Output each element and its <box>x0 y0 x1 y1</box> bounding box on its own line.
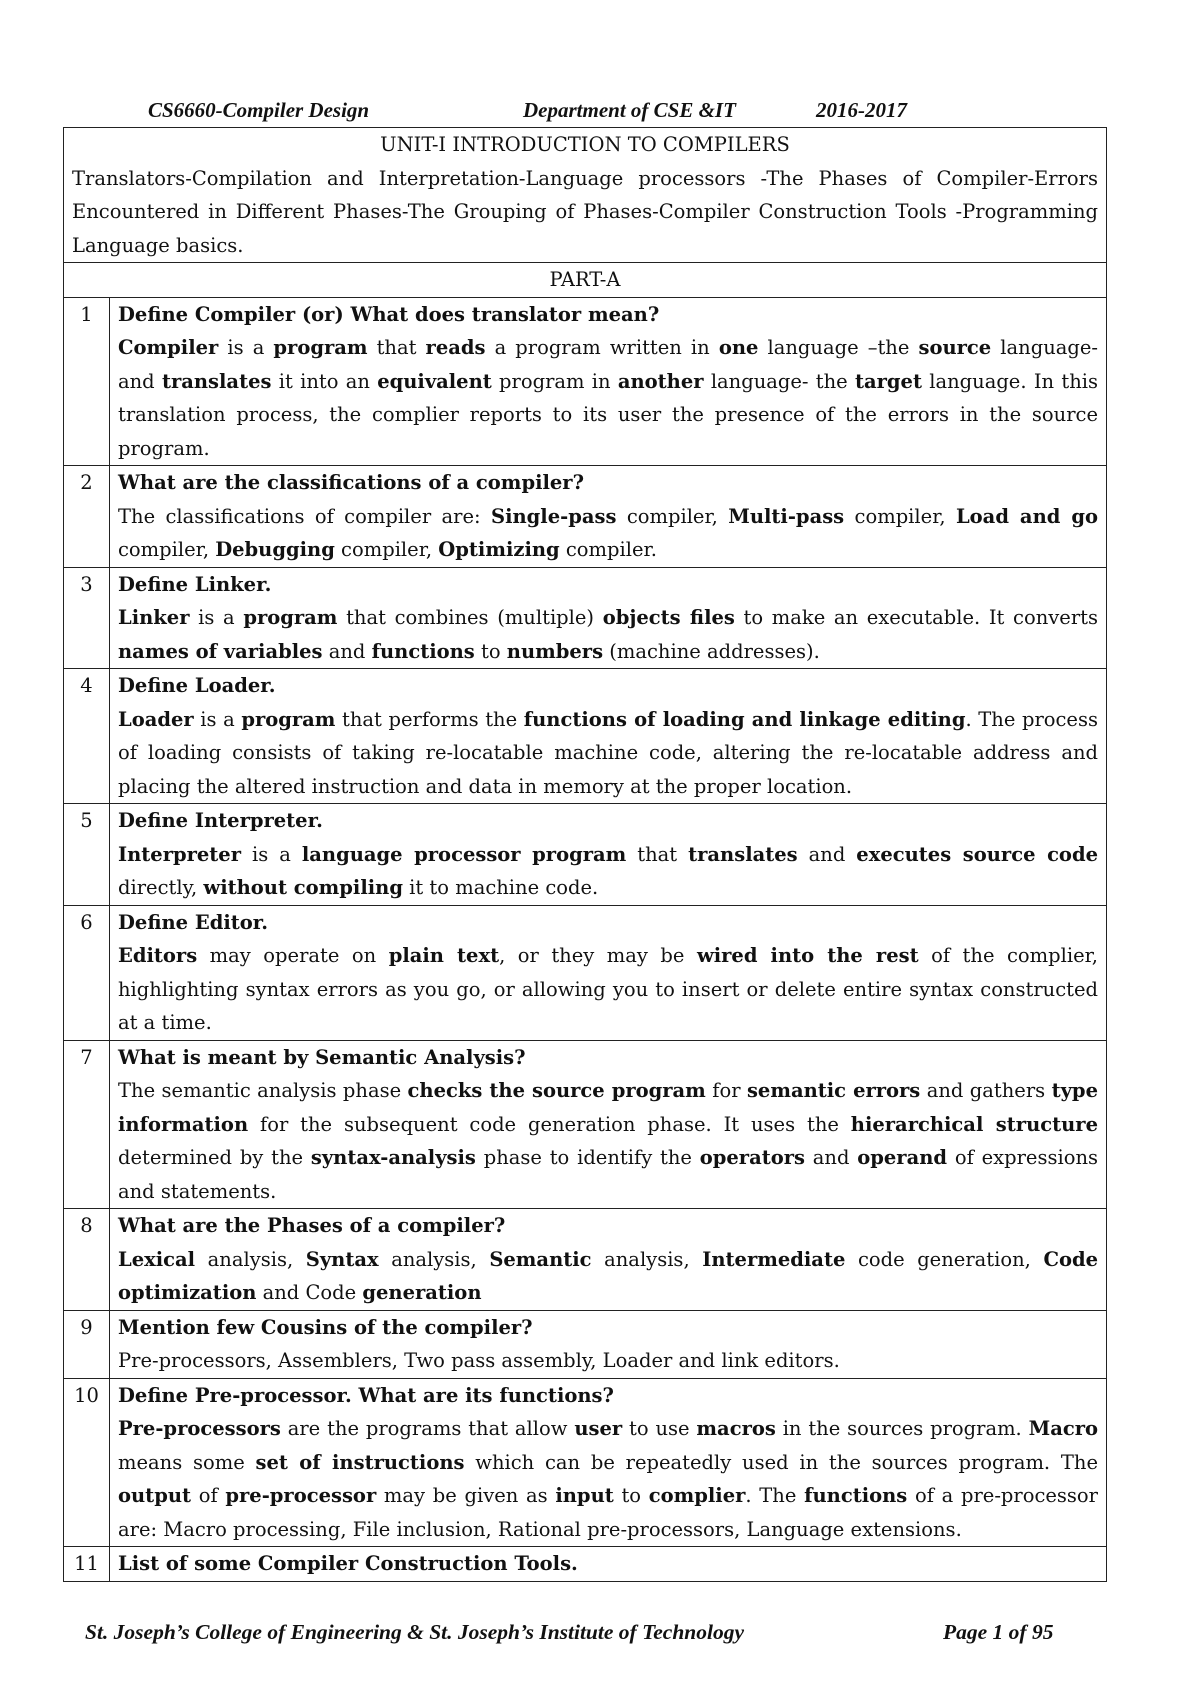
question-text: Define Compiler (or) What does translator mean? <box>118 302 660 326</box>
answer-keyword: functions <box>371 639 475 663</box>
question-number: 4 <box>64 669 110 804</box>
answer-keyword: functions of loading and linkage editing <box>523 707 966 731</box>
answer-keyword: Pre-processors <box>118 1417 281 1440</box>
answer-text: The semantic analysis phase checks the source program for semantic errors and gathers type information for the subsequent code generation phase. It uses the hierarchical structure determined by the syntax-analysis phase to identify the operators and operand of expressions and statements. <box>118 1079 1099 1203</box>
question-row <box>64 1040 1107 1209</box>
answer-keyword: output <box>118 1484 192 1507</box>
answer-keyword: language processor program <box>301 842 627 866</box>
answer-keyword: program <box>273 336 368 359</box>
answer-keyword: wired into the rest <box>696 944 919 967</box>
answer-text: Pre-processors are the programs that allow user to use macros in the sources program. Macro means some set of instructions which can be repeatedly used in the sources program. The output of pre-processor may be given as input to complier. The functions of a pre-processor are: Macro processing, File inclusion, Rational pre-processors, Language extensions. <box>118 1417 1098 1541</box>
course-code: CS6660-Compiler Design <box>148 98 370 122</box>
question-text: List of some Compiler Construction Tools. <box>118 1552 578 1575</box>
answer-keyword: Intermediate <box>702 1247 846 1271</box>
answer-keyword: translates <box>161 369 272 393</box>
answer-keyword: Macro <box>1028 1417 1098 1440</box>
question-cell <box>110 669 1107 804</box>
question-row <box>64 1378 1107 1547</box>
question-row <box>64 1310 1107 1378</box>
answer-text: Linker is a program that combines (multiple) objects files to make an executable. It converts names of variables and functions to numbers (machine addresses). <box>118 606 1098 663</box>
answer-text: Loader is a program that performs the functions of loading and linkage editing. The process of loading consists of taking re-locatable machine code, altering the re-locatable address and placing the altered instruction and data in memory at the proper location. <box>118 707 1098 798</box>
answer-keyword: Semantic <box>489 1247 592 1271</box>
answer-keyword: executes source code <box>856 842 1098 866</box>
question-number: 2 <box>64 466 110 568</box>
answer-keyword: syntax-analysis <box>310 1146 476 1169</box>
question-cell <box>110 905 1107 1040</box>
answer-keyword: checks the source program <box>407 1079 706 1102</box>
question-cell <box>110 567 1107 669</box>
answer-keyword: user <box>574 1417 623 1440</box>
question-text: What are the classifications of a compiler? <box>118 471 585 494</box>
question-text: Define Editor. <box>118 910 269 934</box>
answer-keyword: target <box>855 369 922 393</box>
answer-keyword: hierarchical structure <box>850 1112 1098 1136</box>
question-cell <box>110 1209 1107 1311</box>
answer-keyword: reads <box>425 336 486 359</box>
question-cell <box>110 297 1107 466</box>
answer-keyword: functions <box>804 1484 908 1507</box>
answer-keyword: complier <box>648 1484 746 1507</box>
answer-keyword: numbers <box>506 639 604 663</box>
question-text: Define Loader. <box>118 674 276 697</box>
part-label: PART-A <box>64 263 1107 298</box>
answer-keyword: Loader <box>118 707 194 731</box>
unit-title: UNIT-I INTRODUCTION TO COMPILERS <box>380 133 790 156</box>
question-row <box>64 1209 1107 1311</box>
question-number: 5 <box>64 804 110 906</box>
part-row <box>64 263 1107 298</box>
answer-text: Interpreter is a language processor program that translates and executes source code directly, without compiling it to machine code. <box>118 842 1098 899</box>
question-number: 6 <box>64 905 110 1040</box>
answer-keyword: one <box>718 336 759 359</box>
answer-keyword: Debugging <box>215 538 335 561</box>
answer-keyword: Editors <box>118 944 198 967</box>
answer-text: The classifications of compiler are: Single-pass compiler, Multi-pass compiler, Load and go compiler, Debugging compiler, Optimizing compiler. <box>118 504 1098 561</box>
question-cell <box>110 1378 1107 1547</box>
answer-keyword: type information <box>118 1079 1098 1136</box>
answer-keyword: operand <box>857 1146 948 1169</box>
question-text: Define Pre-processor. What are its functions? <box>118 1383 614 1407</box>
answer-text: Editors may operate on plain text, or they may be wired into the rest of the complier, highlighting syntax errors as you go, or allowing you to insert or delete entire syntax constructed at a time. <box>118 944 1099 1034</box>
answer-keyword: names of variables <box>118 639 323 663</box>
question-table <box>63 127 1107 1582</box>
unit-syllabus: Translators-Compilation and Interpretation-Language processors -The Phases of Compiler-Errors Encountered in Different Phases-The Grouping of Phases-Compiler Construction Tools -Programming Language basics. <box>72 166 1098 257</box>
question-cell <box>110 1040 1107 1209</box>
question-cell <box>110 466 1107 568</box>
answer-keyword: another <box>617 369 704 393</box>
unit-header-row <box>64 128 1107 263</box>
answer-keyword: Single-pass <box>491 504 617 528</box>
answer-keyword: Multi-pass <box>728 504 845 528</box>
question-text: Define Linker. <box>118 572 272 596</box>
answer-text: Pre-processors, Assemblers, Two pass assembly, Loader and link editors. <box>118 1349 840 1372</box>
question-text: What are the Phases of a compiler? <box>118 1214 506 1237</box>
answer-keyword: equivalent <box>377 369 492 393</box>
answer-keyword: set of instructions <box>255 1450 465 1474</box>
answer-keyword: Linker <box>118 606 190 629</box>
answer-text: Compiler is a program that reads a program written in one language –the source language- and translates it into an equivalent program in another language- the target language. In this translation process, the complier reports to its user the presence of the errors in the source program. <box>118 336 1098 460</box>
answer-keyword: source <box>918 336 992 359</box>
answer-text: Lexical analysis, Syntax analysis, Semantic analysis, Intermediate code generation, Code optimization and Code generation <box>118 1247 1099 1304</box>
question-number: 1 <box>64 297 110 466</box>
answer-keyword: operators <box>699 1146 805 1169</box>
question-row <box>64 905 1107 1040</box>
question-text: Define Interpreter. <box>118 809 323 832</box>
question-row <box>64 466 1107 568</box>
answer-keyword: input <box>555 1484 614 1507</box>
academic-year: 2016-2017 <box>816 98 907 122</box>
answer-keyword: Optimizing <box>438 538 560 561</box>
department: Department of CSE &IT <box>523 98 736 122</box>
answer-keyword: semantic errors <box>746 1079 921 1102</box>
question-row <box>64 804 1107 906</box>
question-cell <box>110 1547 1107 1582</box>
answer-keyword: Compiler <box>118 336 219 359</box>
question-cell <box>110 804 1107 906</box>
question-row <box>64 1547 1107 1582</box>
answer-keyword: Syntax <box>305 1247 379 1271</box>
question-number: 8 <box>64 1209 110 1311</box>
question-row <box>64 567 1107 669</box>
answer-keyword: macros <box>696 1417 776 1440</box>
answer-keyword: Interpreter <box>118 842 241 866</box>
question-number: 10 <box>64 1378 110 1547</box>
question-number: 11 <box>64 1547 110 1582</box>
answer-keyword: generation <box>362 1281 482 1304</box>
answer-keyword: pre-processor <box>225 1484 377 1507</box>
answer-keyword: translates <box>688 842 798 866</box>
institution-name: St. Joseph’s College of Engineering & St. Joseph’s Institute of Technology <box>85 1620 744 1644</box>
answer-keyword: program <box>241 707 336 731</box>
answer-keyword: Lexical <box>118 1247 196 1271</box>
answer-keyword: Load and go <box>955 504 1098 528</box>
question-row <box>64 669 1107 804</box>
answer-keyword: Code optimization <box>118 1247 1099 1304</box>
answer-keyword: without compiling <box>203 876 403 899</box>
question-cell <box>110 1310 1107 1378</box>
answer-keyword: program <box>243 606 338 629</box>
answer-keyword: plain text <box>388 944 500 967</box>
answer-keyword: objects files <box>602 606 735 629</box>
page-number: Page 1 of 95 <box>943 1620 1054 1644</box>
question-text: Mention few Cousins of the compiler? <box>118 1315 533 1339</box>
question-number: 3 <box>64 567 110 669</box>
question-number: 9 <box>64 1310 110 1378</box>
question-number: 7 <box>64 1040 110 1209</box>
question-text: What is meant by Semantic Analysis? <box>118 1045 526 1069</box>
question-row <box>64 297 1107 466</box>
